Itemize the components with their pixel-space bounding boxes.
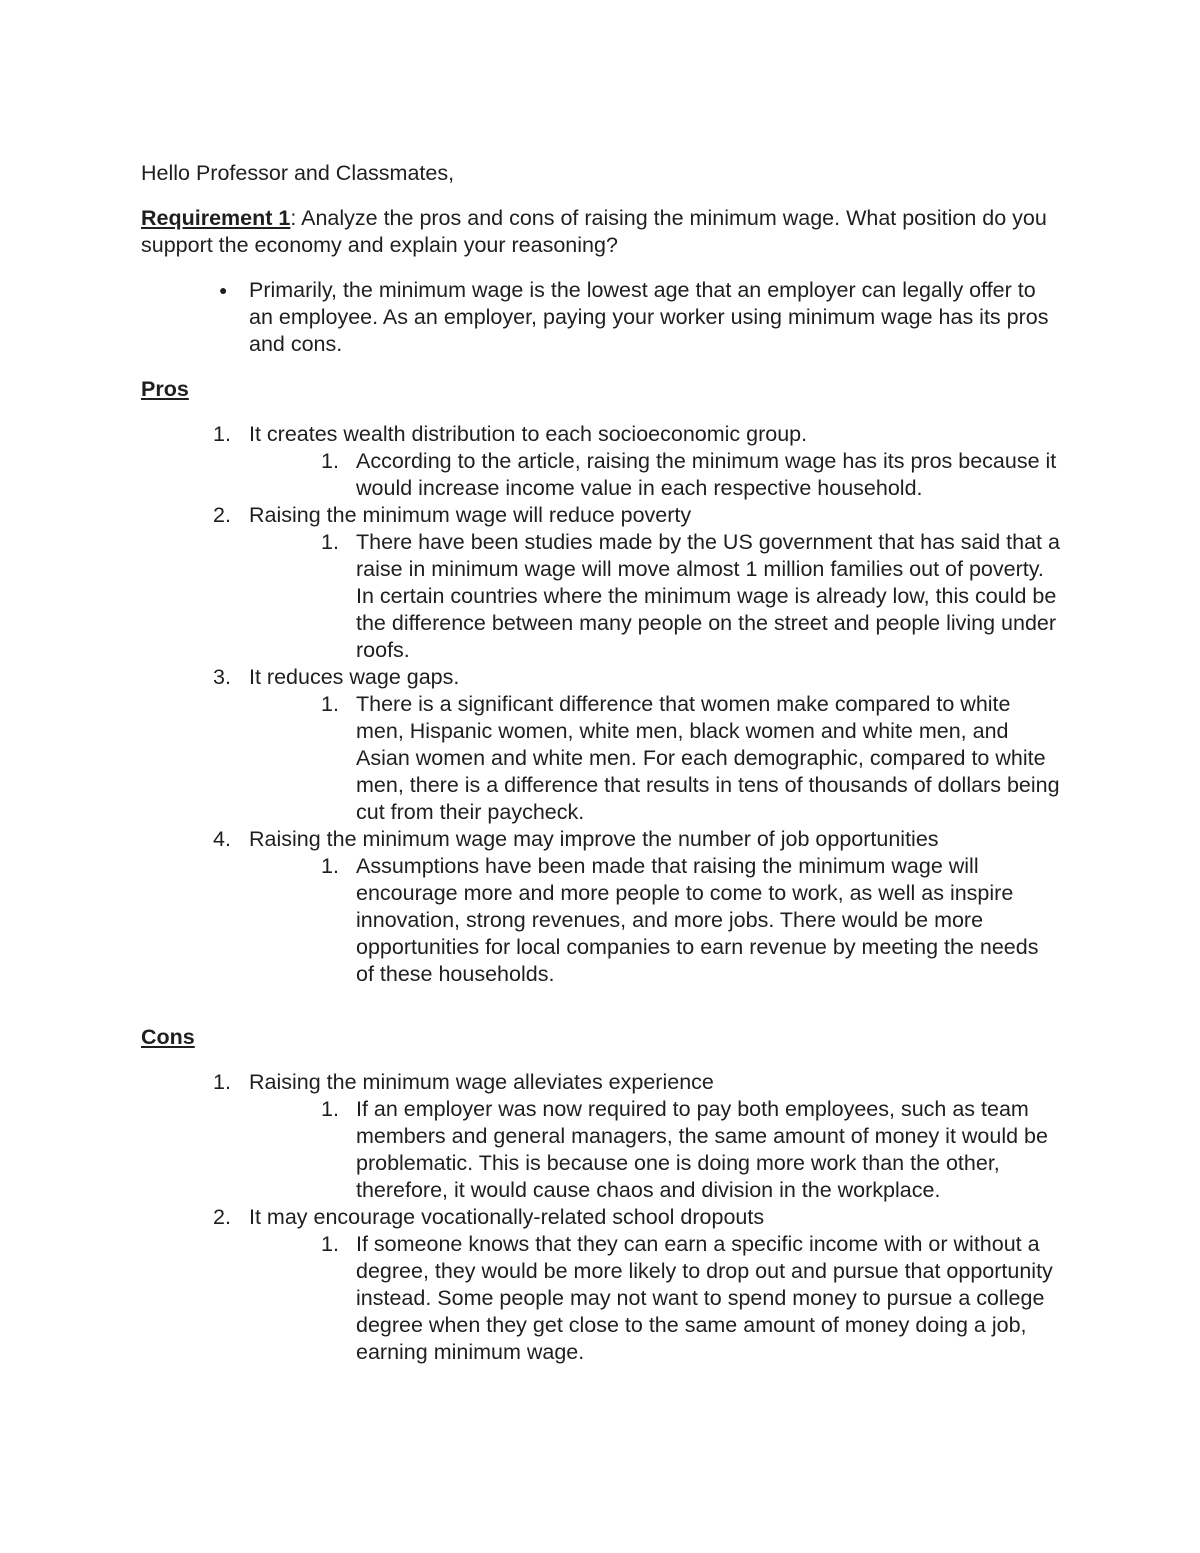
list-number: 1. (321, 692, 339, 716)
pros-subitem (141, 853, 1061, 988)
pros-subitem (141, 448, 1061, 502)
bullet-dot-icon: ● (219, 282, 228, 298)
pros-item-text: Raising the minimum wage will reduce poverty (249, 503, 692, 527)
cons-item (141, 1069, 1061, 1204)
pros-sublist (249, 448, 1061, 502)
intro-bullet (141, 277, 1061, 358)
pros-item-text: It reduces wage gaps. (249, 665, 460, 689)
list-number: 1. (321, 1232, 339, 1256)
pros-subitem-text: According to the article, raising the minimum wage has its pros because it would increase income value in each respective household. (356, 449, 1057, 500)
list-number: 1. (321, 854, 339, 878)
greeting: Hello Professor and Classmates, (141, 161, 455, 185)
list-number: 2. (213, 1205, 231, 1229)
list-number: 1. (321, 530, 339, 554)
pros-subitem-text: There have been studies made by the US government that has said that a raise in minimum wage will move almost 1 million families out of poverty. In certain countries where the minimum wage is already low, this could be the difference between many people on the street and people living under roofs. (356, 530, 1060, 662)
pros-heading: Pros (141, 377, 189, 401)
list-number: 1. (321, 1097, 339, 1121)
pros-item (141, 502, 1061, 664)
list-number: 2. (213, 503, 231, 527)
cons-subitem-text: If someone knows that they can earn a specific income with or without a degree, they would be more likely to drop out and pursue that opportunity instead. Some people may not want to spend money to pursue a college degree when they get close to the same amount of money doing a job, earning minimum wage. (356, 1232, 1053, 1364)
cons-sublist (249, 1231, 1061, 1366)
intro-bullet-text: Primarily, the minimum wage is the lowest age that an employer can legally offer to an employee. As an employer, paying your worker using minimum wage has its pros and cons. (249, 278, 1049, 356)
pros-item-text: It creates wealth distribution to each socioeconomic group. (249, 422, 808, 446)
pros-subitem (141, 529, 1061, 664)
pros-sublist (249, 853, 1061, 988)
pros-subitem-text: There is a significant difference that women make compared to white men, Hispanic women, white men, black women and white men, and Asian women and white men. For each demographic, compared to white men, there is a difference that results in tens of thousands of dollars being cut from their paycheck. (356, 692, 1060, 824)
cons-subitem (141, 1231, 1061, 1366)
cons-heading: Cons (141, 1025, 195, 1049)
pros-sublist (249, 691, 1061, 826)
cons-item (141, 1204, 1061, 1366)
pros-sublist (249, 529, 1061, 664)
list-number: 1. (213, 422, 231, 446)
requirement-text: : Analyze the pros and cons of raising the minimum wage. What position do you support the economy and explain your reasoning? (141, 206, 1047, 257)
cons-subitem (141, 1096, 1061, 1204)
pros-item-text: Raising the minimum wage may improve the number of job opportunities (249, 827, 939, 851)
pros-item (141, 664, 1061, 826)
requirement-paragraph (141, 205, 1061, 259)
list-number: 1. (213, 1070, 231, 1094)
pros-subitem-text: Assumptions have been made that raising the minimum wage will encourage more and more people to come to work, as well as inspire innovation, strong revenues, and more jobs. There would be more opportunities for local companies to earn revenue by meeting the needs of these households. (356, 854, 1039, 986)
intro-bullet-list (141, 277, 1061, 358)
cons-item-text: It may encourage vocationally-related school dropouts (249, 1205, 765, 1229)
spacer (141, 988, 1061, 1006)
requirement-label: Requirement 1 (141, 206, 291, 230)
document-body (141, 160, 1061, 1366)
cons-item-text: Raising the minimum wage alleviates experience (249, 1070, 714, 1094)
cons-list (141, 1069, 1061, 1366)
pros-item (141, 826, 1061, 988)
pros-list (141, 421, 1061, 988)
cons-subitem-text: If an employer was now required to pay both employees, such as team members and general managers, the same amount of money it would be problematic. This is because one is doing more work than the other, therefore, it would cause chaos and division in the workplace. (356, 1097, 1048, 1202)
list-number: 1. (321, 449, 339, 473)
pros-subitem (141, 691, 1061, 826)
pros-item (141, 421, 1061, 502)
list-number: 4. (213, 827, 231, 851)
list-number: 3. (213, 665, 231, 689)
cons-sublist (249, 1096, 1061, 1204)
